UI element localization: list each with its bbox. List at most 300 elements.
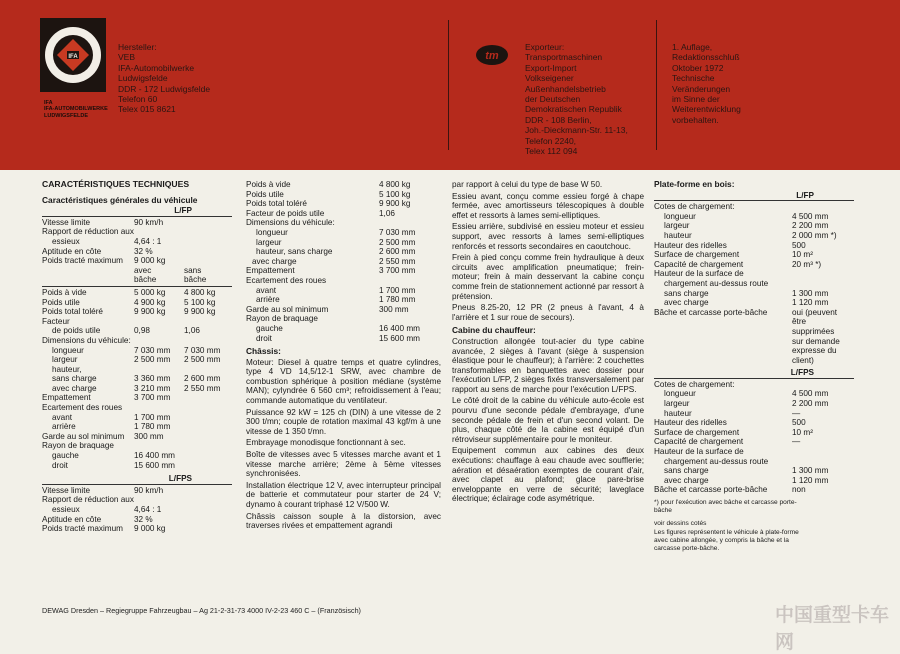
paragraph: Installation électrique 12 V, avec interrupteur principal de batterie et commutateur pour starter de 24 V; dynamo à courant triphasé 12 V/500 W. — [246, 480, 441, 509]
section-subtitle: Caractéristiques générales du véhicule — [42, 194, 198, 205]
table-row — [42, 307, 232, 317]
row-value: 2 500 mm — [134, 355, 171, 365]
row-label: Surface de chargement — [654, 427, 740, 437]
row-label: chargement au-dessus route — [664, 456, 769, 466]
text-line: oui (peuvent — [792, 307, 838, 317]
row-label: avec charge — [664, 475, 709, 485]
row-label: Aptitude en côte — [42, 246, 102, 256]
row-label: hauteur — [664, 408, 692, 418]
row-value — [134, 365, 184, 375]
row-label: hauteur — [664, 230, 692, 240]
row-value: 15 600 mm — [134, 460, 175, 470]
row-label: Empattement — [246, 266, 295, 276]
table-row — [654, 457, 854, 467]
paragraph: Equipement commun aux cabines des deux exécutions: chauffage à eau chaude avec soufflerie; aération et désaération exemptes de courant d'air, avec clapet au plafond; glace pare-brise enveloppante en verre de sécurité; laveglace électrique; éclairage code asymétrique. — [452, 446, 644, 504]
table-row — [42, 365, 232, 375]
row-label: hauteur, sans charge — [256, 247, 333, 257]
row-value — [134, 227, 232, 237]
table-row — [246, 257, 441, 267]
row-label: Surface de chargement — [654, 250, 740, 260]
table-row — [654, 269, 854, 279]
table-row — [42, 355, 232, 365]
row-label: avant — [52, 412, 73, 422]
row-value: 2 500 mm — [184, 355, 221, 365]
row-value: 3 360 mm — [134, 374, 171, 384]
row-value: — — [792, 408, 801, 418]
row-label: Poids utile — [42, 297, 80, 307]
row-value: 3 210 mm — [134, 383, 171, 393]
row-label: avec charge — [252, 256, 297, 266]
lfp-label: L/FP — [654, 191, 854, 202]
table-row — [42, 256, 232, 266]
column-header — [42, 266, 232, 285]
row-label: arrière — [52, 422, 76, 432]
text-line: Joh.-Dieckmann-Str. 11-13, — [525, 125, 628, 136]
table-row — [246, 228, 441, 238]
row-label: Facteur de poids utile — [246, 208, 325, 218]
row-value: 5 000 kg — [134, 287, 166, 297]
footer-imprint: DEWAG Dresden – Regiegruppe Fahrzeugbau – Ag 21-2-31-73 4000 IV-2-23 460 C – (Französisch) — [42, 606, 361, 615]
footnote-line: Les figures représentent le véhicule à plate-forme — [654, 528, 799, 536]
table-row — [246, 199, 441, 209]
ifa-label — [44, 100, 108, 119]
ifa-line: IFA-AUTOMOBILWERKE — [44, 106, 108, 113]
cabin-title: Cabine du chauffeur: — [452, 325, 536, 336]
table-row — [246, 180, 441, 190]
table-row — [654, 380, 854, 390]
row-value: 7 030 mm — [184, 345, 221, 355]
row-value: 90 km/h — [134, 485, 164, 495]
row-label: Rapport de réduction aux — [42, 227, 134, 237]
row-label: gauche — [52, 451, 79, 461]
text-line: Transportmaschinen — [525, 52, 603, 63]
row-value: 7 030 mm — [379, 227, 416, 237]
row-value: 1 300 mm — [792, 466, 829, 476]
row-label: Hauteur des ridelles — [654, 240, 727, 250]
table-row — [42, 505, 232, 515]
platform-title: Plate-forme en bois: — [654, 179, 735, 189]
ifa-emblem-icon — [40, 18, 106, 92]
lfps-label: L/FPS — [654, 368, 854, 379]
text-line: Veränderungen — [672, 83, 731, 94]
row-label: Vitesse limite — [42, 217, 91, 227]
exporter-block — [525, 42, 628, 156]
table-row — [42, 317, 232, 327]
table-row — [246, 190, 441, 200]
row-label: essieux — [52, 505, 80, 514]
text-line: Telefon 60 — [118, 94, 158, 105]
table-row — [654, 437, 854, 447]
col-hdr-text: avec — [134, 265, 152, 275]
row-value: 20 m³ *) — [792, 259, 822, 269]
paragraph: Construction allongée tout-acier du type cabine avancée, 2 sièges à l'avant (siège à suspension élastique pour le chauffeur); à l'arrière: 2 couchettes transformables en banquettes avec dossier pour l'exécution L/FP, 2 sièges fixés transversalement par rapport au sens de marche pour l'exécution L/FPS. — [452, 336, 644, 394]
table-row — [246, 334, 441, 344]
text-line: Telex 015 8621 — [118, 104, 176, 115]
text-line: être — [792, 317, 807, 327]
row-value: 4 500 mm — [792, 211, 829, 221]
row-value: 3 700 mm — [379, 266, 416, 276]
text-line: Export-Import — [525, 62, 577, 73]
row-value — [379, 276, 441, 286]
row-value: 9 000 kg — [134, 256, 166, 266]
row-label: Capacité de chargement — [654, 259, 744, 269]
row-value: 10 m² — [792, 250, 813, 260]
paragraph: Essieu arrière, subdivisé en essieu moteur et essieu support, avec ressorts à lames semi-elliptiques renforcés et ressorts secondaires en caoutchouc. — [452, 222, 644, 251]
table-row — [654, 212, 854, 222]
lfps-label: L/FPS — [42, 474, 232, 485]
manufacturer-block — [118, 42, 210, 115]
row-value: 1 120 mm — [792, 298, 829, 308]
row-label: Hauteur de la surface de — [654, 447, 744, 457]
paragraph: Boîte de vitesses avec 5 vitesses marche avant et 1 vitesse marche arrière; 2ème à 5ème vitesses synchronisées. — [246, 450, 441, 479]
row-value: 1 700 mm — [134, 412, 171, 422]
row-label: Poids total toléré — [246, 199, 307, 209]
row-value: 7 030 mm — [134, 345, 171, 355]
row-value — [184, 365, 232, 375]
table-row — [42, 461, 232, 471]
divider-right — [656, 20, 657, 150]
table-row — [246, 276, 441, 286]
text-line: Redaktionsschluß — [672, 52, 740, 63]
row-label: Aptitude en côte — [42, 514, 102, 524]
row-label: Capacité de chargement — [654, 437, 744, 447]
col-hdr-text: bâche — [134, 275, 157, 285]
table-row — [246, 218, 441, 228]
table-row — [654, 418, 854, 428]
row-value — [184, 317, 232, 327]
row-value: 32 % — [134, 246, 153, 256]
row-label: hauteur, — [52, 364, 82, 374]
table-row — [654, 409, 854, 419]
table-row — [246, 314, 441, 324]
watermark: 中国重型卡车网 — [775, 605, 890, 653]
row-value: 9 900 kg — [134, 307, 166, 317]
table-row — [654, 476, 854, 486]
row-label: longueur — [52, 345, 84, 355]
row-value: 1 700 mm — [379, 285, 416, 295]
row-label: Dimensions du véhicule: — [246, 218, 335, 228]
row-label: Poids tracté maximum — [42, 256, 123, 266]
row-label: Poids total toléré — [42, 307, 103, 317]
row-value: 2 200 mm — [792, 399, 829, 409]
row-label: arrière — [256, 295, 280, 305]
row-value — [184, 336, 232, 346]
table-row — [246, 238, 441, 248]
row-value: 4 800 kg — [184, 287, 216, 297]
table-row — [246, 266, 441, 276]
chassis-title: Châssis: — [246, 346, 281, 357]
table-row — [246, 324, 441, 334]
table-row — [42, 451, 232, 461]
row-value: 300 mm — [379, 304, 409, 314]
row-label: Cotes de chargement: — [654, 202, 735, 212]
row-value: 5 100 kg — [379, 189, 411, 199]
table-row — [42, 247, 232, 257]
row-value — [134, 317, 184, 327]
table-row — [246, 295, 441, 305]
paragraph: par rapport à celui du type de base W 50. — [452, 180, 603, 189]
row-label: sans charge — [52, 374, 97, 384]
paragraph: Le côté droit de la cabine du véhicule auto-école est pourvu d'une seconde pédale d'embrayage, d'une seconde pédale de frein et d'un second volant. De plus, chaque côté de la cabine est équipé d'un rétroviseur supplémentaire pour le moniteur. — [452, 396, 644, 444]
text-line: DDR - 172 Ludwigsfelde — [118, 83, 211, 94]
table-row — [654, 447, 854, 457]
exporter-logo — [475, 44, 509, 71]
table-row — [654, 221, 854, 231]
row-value: 1 120 mm — [792, 475, 829, 485]
table-row — [42, 441, 232, 451]
text-line: vorbehalten. — [672, 114, 719, 125]
row-value — [134, 441, 232, 451]
footnote-line: carcasse porte-bâche. — [654, 545, 720, 553]
table-row — [654, 298, 854, 308]
text-line: 1. Auflage, — [672, 42, 713, 52]
row-value: 4,64 : 1 — [134, 236, 162, 246]
row-label: Facteur — [42, 316, 70, 326]
text-line: IFA-Automobilwerke — [118, 62, 195, 73]
tm-logo-text: tm — [485, 50, 499, 62]
row-value — [134, 403, 232, 413]
paragraph: Frein à pied conçu comme frein hydraulique à deux circuits avec amplification pneumatique; frein-moteur; frein à main desservant la cabine conçu comme frein de stationnement actionné par ressort à prétension. — [452, 253, 644, 301]
row-label: largeur — [664, 399, 690, 409]
text-line: Hersteller: — [118, 42, 157, 52]
table-row — [42, 384, 232, 394]
row-label: Rayon de braquage — [246, 314, 318, 324]
row-value: 10 m² — [792, 427, 813, 437]
table-row — [42, 227, 232, 237]
table-row — [654, 250, 854, 260]
row-value: 32 % — [134, 514, 153, 524]
table-row — [42, 298, 232, 308]
column-3 — [452, 180, 644, 506]
table-row — [246, 247, 441, 257]
row-value: 9 900 kg — [379, 199, 411, 209]
table-row — [654, 289, 854, 299]
table-row — [42, 413, 232, 423]
row-value — [792, 457, 854, 467]
row-value: 0,98 — [134, 326, 150, 336]
table-row — [42, 432, 232, 442]
row-label: Hauteur de la surface de — [654, 269, 744, 279]
row-label: avec charge — [52, 383, 97, 393]
column-1 — [42, 180, 232, 534]
row-value: 500 — [792, 240, 806, 250]
row-label: avant — [256, 285, 277, 295]
section-title: CARACTÉRISTIQUES TECHNIQUES — [42, 179, 190, 189]
table-row — [654, 202, 854, 212]
text-line: Technische — [672, 73, 715, 84]
table-row — [654, 231, 854, 241]
table-row — [654, 241, 854, 251]
row-value: 2 550 mm — [184, 383, 221, 393]
text-line: Telefon 2240, — [525, 135, 577, 146]
row-label: Bâche et carcasse porte-bâche — [654, 307, 768, 317]
edition-block — [672, 42, 741, 125]
row-value: 2 600 mm — [184, 374, 221, 384]
text-line: Demokratischen Republik — [525, 104, 622, 115]
row-label: longueur — [256, 227, 288, 237]
table-row — [42, 346, 232, 356]
row-value: 3 700 mm — [134, 393, 171, 403]
row-value — [134, 336, 184, 346]
row-value — [792, 380, 854, 390]
table-row — [654, 428, 854, 438]
row-label: Poids à vide — [246, 180, 291, 189]
row-value: 1 780 mm — [134, 422, 171, 432]
table-row — [42, 218, 232, 228]
footnote-line: bâche — [654, 507, 672, 515]
row-value — [792, 202, 854, 212]
row-label: chargement au-dessus route — [664, 278, 769, 288]
row-label: gauche — [256, 323, 283, 333]
row-value: 2 000 mm *) — [792, 230, 837, 240]
table-row — [42, 524, 232, 534]
row-value: 500 — [792, 418, 806, 428]
text-line: der Deutschen — [525, 94, 581, 105]
row-label: Ecartement des roues — [42, 403, 123, 413]
row-label: Cotes de chargement: — [654, 379, 735, 389]
row-value: 1 780 mm — [379, 295, 416, 305]
row-value — [134, 495, 232, 505]
text-line: Telex 112 094 — [525, 146, 578, 157]
row-value — [792, 447, 854, 457]
row-value: 2 200 mm — [792, 221, 829, 231]
text-line: client) — [792, 355, 814, 365]
table-row — [42, 288, 232, 298]
text-line: Ludwigsfelde — [118, 73, 168, 84]
row-label: largeur — [52, 355, 78, 365]
table-row — [246, 305, 441, 315]
text-line: supprimées — [792, 326, 835, 336]
row-value — [792, 279, 854, 289]
row-label: Hauteur des ridelles — [654, 418, 727, 428]
row-label: droit — [52, 460, 68, 470]
row-value — [379, 314, 441, 324]
paragraph: Pneus 8.25-20, 12 PR (2 pneus à l'avant, 4 à l'arrière et 1 sur roue de secours). — [452, 303, 644, 322]
paragraph: Moteur: Diesel à quatre temps et quatre cylindres, type 4 VD 14,5/12-1 SRW, avec chambre de combustion sphérique à position médiane (système MAN); cylyndrée 6 560 cm³; refroidissement à l'eau; commande automatique du ventilateur. — [246, 357, 441, 406]
row-label: largeur — [256, 237, 282, 247]
ifa-logo-center: IFA — [68, 54, 78, 60]
row-label: Garde au sol minimum — [42, 431, 125, 441]
row-value: 9 000 kg — [134, 524, 166, 534]
table-row — [42, 336, 232, 346]
col-hdr-text: sans — [184, 265, 202, 275]
row-label: longueur — [664, 211, 696, 221]
column-4 — [654, 180, 854, 553]
row-label: droit — [256, 333, 272, 343]
ifa-line: IFA — [44, 100, 53, 106]
lfp-label: L/FP — [42, 206, 232, 217]
row-label: Poids à vide — [42, 287, 87, 297]
tm-logo-icon — [475, 44, 509, 66]
table-row — [42, 326, 232, 336]
text-line: Außenhandelsbetrieb — [525, 83, 606, 94]
paragraph: Châssis caisson souple à la distorsion, avec traverses rivées et empattement agrandi — [246, 511, 441, 531]
table-row — [654, 279, 854, 289]
row-value: 4,64 : 1 — [134, 505, 162, 514]
table-row — [654, 308, 854, 366]
row-value: 1,06 — [184, 326, 200, 336]
row-label: largeur — [664, 221, 690, 231]
footnote-line: avec cabine allongée, y compris la bâche et la — [654, 536, 789, 544]
row-label: Rayon de braquage — [42, 441, 114, 451]
row-value: 4 500 mm — [792, 389, 829, 399]
table-row — [654, 466, 854, 476]
text-line: Oktober 1972 — [672, 62, 724, 73]
row-value: 9 900 kg — [184, 307, 216, 317]
text-line: Exporteur: — [525, 42, 565, 52]
ifa-logo — [40, 18, 105, 92]
row-value: 15 600 mm — [379, 333, 420, 343]
row-value: 16 400 mm — [134, 451, 175, 461]
row-value: 1 300 mm — [792, 288, 829, 298]
row-value — [792, 269, 854, 279]
row-label: sans charge — [664, 466, 709, 476]
text-line: VEB — [118, 52, 136, 63]
header-banner — [0, 0, 900, 170]
row-label: avec charge — [664, 298, 709, 308]
footnote-line: voir dessins cotés — [654, 520, 707, 528]
table-row — [42, 403, 232, 413]
table-row — [42, 237, 232, 247]
row-value: 16 400 mm — [379, 323, 420, 333]
column-2 — [246, 180, 441, 533]
text-line: sur demande — [792, 336, 840, 346]
row-value: 2 550 mm — [379, 256, 416, 266]
row-label: sans charge — [664, 288, 709, 298]
table-row — [246, 209, 441, 219]
row-label: Poids tracté maximum — [42, 524, 123, 534]
row-value: 5 100 kg — [184, 297, 216, 307]
paragraph: Embrayage monodisque fonctionnant à sec. — [246, 438, 406, 448]
table-row — [246, 286, 441, 296]
row-label: de poids utile — [52, 326, 101, 336]
table-row — [42, 515, 232, 525]
row-label: Garde au sol minimum — [246, 304, 329, 314]
row-label: essieux — [52, 236, 80, 246]
row-value: 1,06 — [379, 208, 395, 218]
ifa-line: LUDWIGSFELDE — [44, 112, 88, 119]
text-line: im Sinne der — [672, 94, 720, 105]
row-value: 2 500 mm — [379, 237, 416, 247]
text-line: expresse du — [792, 346, 837, 356]
row-value: 90 km/h — [134, 217, 164, 227]
table-row — [42, 495, 232, 505]
footnote-line: *) pour l'exécution avec bâche et carcasse porte- — [654, 499, 797, 506]
table-row — [654, 260, 854, 270]
paragraph: Essieu avant, conçu comme essieu forgé à chape fermée, avec amortisseurs télescopiques à double effet et ressorts à lames semi-elliptiques. — [452, 191, 644, 220]
text-line: Volkseigener — [525, 73, 574, 84]
row-value: 300 mm — [134, 431, 164, 441]
content-area — [0, 170, 900, 641]
row-label: Poids utile — [246, 189, 284, 199]
row-label: Empattement — [42, 393, 91, 403]
table-row — [654, 399, 854, 409]
paragraph: Puissance 92 kW = 125 ch (DIN) à une vitesse de 2 300 t/mn; couple de rotation maximal 43 kgf/m à une vitesse de 1 350 t/mn. — [246, 407, 441, 436]
table-row — [42, 393, 232, 403]
row-label: Bâche et carcasse porte-bâche — [654, 485, 768, 495]
col-hdr-text: bâche — [184, 275, 207, 285]
table-row — [42, 486, 232, 496]
divider-left — [448, 20, 449, 150]
row-label: longueur — [664, 389, 696, 399]
row-value: 4 800 kg — [379, 180, 411, 189]
text-line: Weiterentwicklung — [672, 104, 741, 115]
row-value: non — [792, 485, 806, 495]
row-value: 2 600 mm — [379, 247, 416, 257]
table-row — [42, 374, 232, 384]
row-value — [379, 218, 441, 228]
text-line: DDR - 108 Berlin, — [525, 114, 592, 125]
